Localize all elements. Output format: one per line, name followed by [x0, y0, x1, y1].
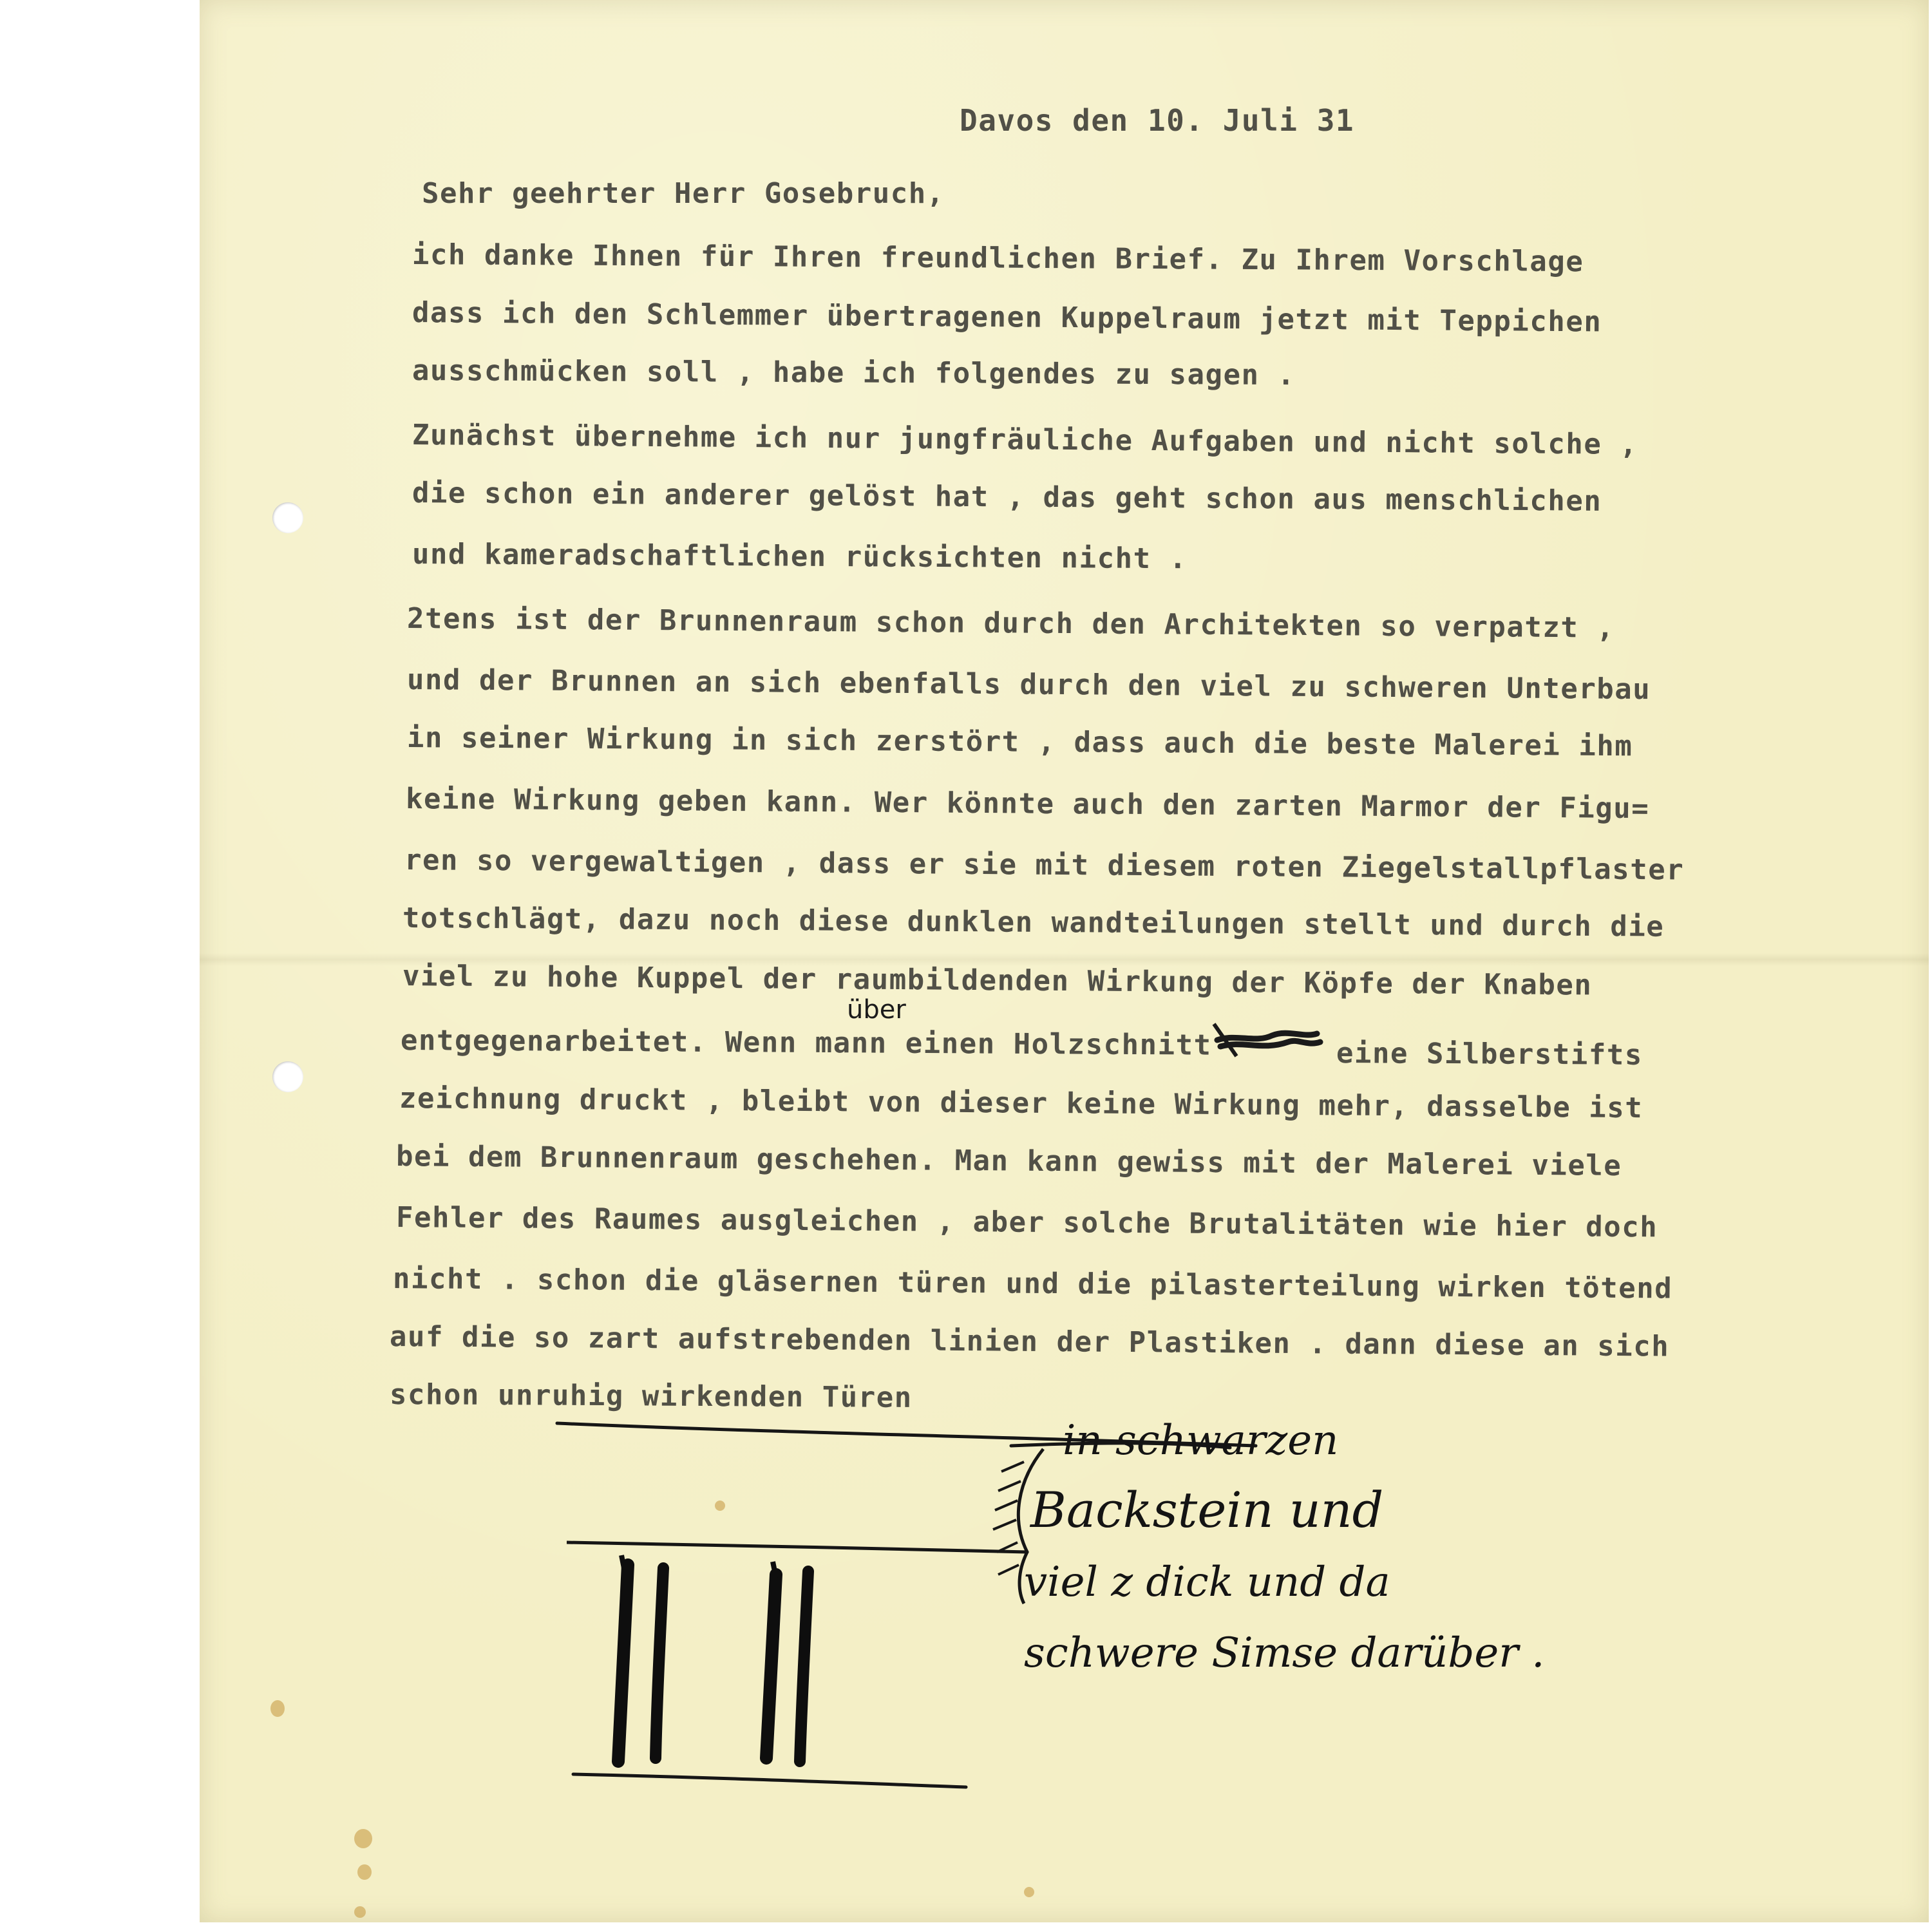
letter-line: und der Brunnen an sich ebenfalls durch den viel zu schweren Unterbau [406, 663, 1651, 706]
handwritten-note-line: schwere Simse darüber . [1024, 1629, 1545, 1677]
handwritten-note-line: viel z dick und da [1024, 1558, 1390, 1606]
letter-line: und kameradschaftlichen rücksichten nicht . [412, 538, 1188, 576]
letter-line: keine Wirkung geben kann. Wer könnte auch den zarten Marmor der Figu= [405, 782, 1650, 826]
letter-line: totschlägt, dazu noch diese dunklen wandteilungen stellt und durch die [402, 902, 1665, 943]
handwritten-note-line: Backstein und [1030, 1481, 1384, 1539]
letter-line: 2tens ist der Brunnenraum schon durch den Architekten so verpatzt , [406, 602, 1615, 645]
stain [354, 1829, 372, 1848]
letter-line: Fehler des Raumes ausgleichen , aber solche Brutalitäten wie hier doch [395, 1201, 1658, 1244]
letter-line: auf die so zart aufstrebenden linien der Plastiken . dann diese an sich [389, 1320, 1670, 1363]
letter-line: dass ich den Schlemmer übertragenen Kuppelraum jetzt mit Teppichen [412, 296, 1602, 339]
letter-line: entgegenarbeitet. Wenn mann einen Holzschnitt [400, 1024, 1212, 1062]
stain [357, 1864, 372, 1880]
letter-line: zeichnung druckt , bleibt von dieser keine Wirkung mehr, dasselbe ist [399, 1082, 1643, 1125]
letter-line: in seiner Wirkung in sich zerstört , dass auch die beste Malerei ihm [406, 721, 1633, 763]
stain [270, 1700, 285, 1717]
letter-line: Zunächst übernehme ich nur jungfräuliche Aufgaben und nicht solche , [412, 419, 1638, 461]
letter-line: ausschmücken soll , habe ich folgendes zu sagen . [412, 354, 1296, 392]
salutation: Sehr geehrter Herr Gosebruch, [422, 177, 945, 210]
letter-line: die schon ein anderer gelöst hat , das geht schon aus menschlichen [412, 477, 1602, 518]
stain [354, 1906, 366, 1918]
handwritten-insertion: über [847, 995, 906, 1025]
letter-line-tail: eine Silberstifts [1336, 1037, 1643, 1072]
dateline: Davos den 10. Juli 31 [960, 103, 1355, 138]
punch-hole-top [272, 502, 303, 533]
letter-line: nicht . schon die gläsernen türen und die pilasterteilung wirken tötend [392, 1262, 1673, 1305]
letter-line: bei dem Brunnenraum geschehen. Man kann gewiss mit der Malerei viele [395, 1140, 1622, 1182]
stain [715, 1501, 725, 1511]
letter-line: ren so vergewaltigen , dass er sie mit diesem roten Ziegelstallpflaster [404, 844, 1685, 887]
handwritten-note-line: in schwarzen [1063, 1417, 1339, 1464]
letter-line: viel zu hohe Kuppel der raumbildenden Wirkung der Köpfe der Knaben [402, 960, 1593, 1002]
punch-hole-bottom [272, 1061, 303, 1092]
letter-line: schon unruhig wirkenden Türen [389, 1378, 913, 1414]
stain [1024, 1887, 1034, 1897]
letter-sheet [200, 0, 1929, 1922]
letter-line: ich danke Ihnen für Ihren freundlichen Brief. Zu Ihrem Vorschlage [412, 238, 1584, 279]
